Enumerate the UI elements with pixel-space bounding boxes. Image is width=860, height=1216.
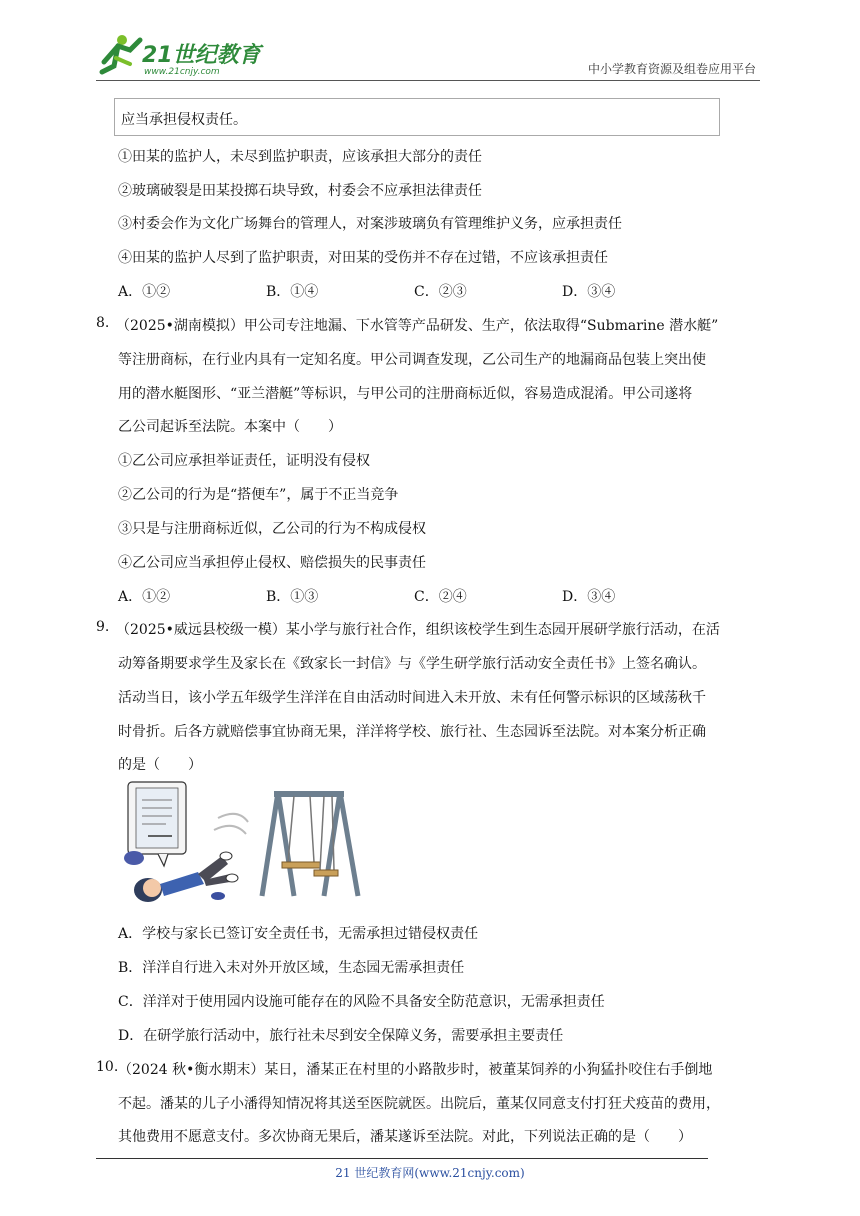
q9-stem-line-4: 时骨折。后各方就赔偿事宜协商无果，洋洋将学校、旅行社、生态园诉至法院。对本案分析正确 bbox=[118, 724, 706, 740]
q8-stem-line-2: 等注册商标，在行业内具有一定知名度。甲公司调查发现，乙公司生产的地漏商品包装上突出使 bbox=[118, 352, 706, 368]
svg-text:21世纪教育: 21世纪教育 bbox=[142, 43, 261, 68]
q9-stem-line-3: 活动当日，该小学五年级学生洋洋在自由活动时间进入未开放、未有任何警示标识的区域荡秋千 bbox=[118, 690, 706, 706]
q8-stem-line-1: （2025•湖南模拟）甲公司专注地漏、下水管等产品研发、生产，依法取得“Submarine 潜水艇” bbox=[116, 318, 719, 334]
q8-option-c[interactable]: C．②④ bbox=[414, 589, 467, 605]
q9-stem-line-1: （2025•威远县校级一模）某小学与旅行社合作，组织该校学生到生态园开展研学旅行活动，在活 bbox=[116, 622, 720, 638]
q8-statement-1: ①乙公司应承担举证责任，证明没有侵权 bbox=[118, 453, 370, 469]
swing-accident-illustration bbox=[118, 778, 370, 906]
box-text: 应当承担侵权责任。 bbox=[121, 112, 247, 128]
answer-box bbox=[114, 98, 720, 136]
page-header bbox=[96, 32, 760, 80]
q8-number: 8. bbox=[96, 315, 110, 331]
q10-stem-line-2: 不起。潘某的儿子小潘得知情况将其送至医院就医。出院后，董某仅同意支付打狂犬疫苗的费用， bbox=[118, 1096, 720, 1112]
svg-text:www.21cnjy.com: www.21cnjy.com bbox=[144, 67, 220, 77]
q8-statement-3: ③只是与注册商标近似，乙公司的行为不构成侵权 bbox=[118, 521, 426, 537]
q9-stem-line-5: 的是（ ） bbox=[118, 757, 202, 773]
q9-stem-line-2: 动筹备期要求学生及家长在《致家长一封信》与《学生研学旅行活动安全责任书》上签名确认。 bbox=[118, 656, 706, 672]
q10-stem-line-3: 其他费用不愿意支付。多次协商无果后，潘某遂诉至法院。对此，下列说法正确的是（ ） bbox=[118, 1129, 692, 1145]
q10-stem-line-1: （2024 秋•衡水期末）某日，潘某正在村里的小路散步时，被董某饲养的小狗猛扑咬住右手倒地 bbox=[118, 1062, 713, 1078]
q10-number: 10. bbox=[96, 1059, 119, 1075]
footer-divider bbox=[96, 1158, 708, 1159]
q8-statement-4: ④乙公司应当承担停止侵权、赔偿损失的民事责任 bbox=[118, 555, 426, 571]
q9-number: 9. bbox=[96, 619, 110, 635]
header-divider bbox=[96, 80, 760, 81]
q9-option-a[interactable]: A．学校与家长已签订安全责任书，无需承担过错侵权责任 bbox=[118, 926, 479, 942]
q8-option-a[interactable]: A．①② bbox=[118, 589, 171, 605]
q7-statement-3: ③村委会作为文化广场舞台的管理人，对案涉玻璃负有管理维护义务，应承担责任 bbox=[118, 216, 622, 232]
q8-stem-line-3: 用的潜水艇图形、“亚兰潜艇”等标识，与甲公司的注册商标近似，容易造成混淆。甲公司遂将 bbox=[118, 386, 693, 402]
q8-stem-line-4: 乙公司起诉至法院。本案中（ ） bbox=[118, 419, 342, 435]
q7-option-a[interactable]: A．①② bbox=[118, 284, 171, 300]
q7-statement-4: ④田某的监护人尽到了监护职责，对田某的受伤并不存在过错，不应该承担责任 bbox=[118, 250, 608, 266]
q7-option-b[interactable]: B．①④ bbox=[266, 284, 319, 300]
q7-statement-1: ①田某的监护人，未尽到监护职责，应该承担大部分的责任 bbox=[118, 149, 482, 165]
q7-option-c[interactable]: C．②③ bbox=[414, 284, 467, 300]
q9-option-c[interactable]: C．洋洋对于使用园内设施可能存在的风险不具备安全防范意识，无需承担责任 bbox=[118, 994, 605, 1010]
q8-option-d[interactable]: D．③④ bbox=[562, 589, 616, 605]
q9-option-d[interactable]: D．在研学旅行活动中，旅行社未尽到安全保障义务，需要承担主要责任 bbox=[118, 1028, 564, 1044]
q8-statement-2: ②乙公司的行为是“搭便车”，属于不正当竞争 bbox=[118, 487, 399, 503]
q9-option-b[interactable]: B．洋洋自行进入未对外开放区域，生态园无需承担责任 bbox=[118, 960, 465, 976]
q8-option-b[interactable]: B．①③ bbox=[266, 589, 319, 605]
footer-link[interactable]: 21 世纪教育网(www.21cnjy.com) bbox=[335, 1166, 525, 1180]
site-logo bbox=[96, 32, 266, 78]
platform-name: 中小学教育资源及组卷应用平台 bbox=[587, 62, 756, 76]
q7-statement-2: ②玻璃破裂是田某投掷石块导致，村委会不应承担法律责任 bbox=[118, 183, 482, 199]
q7-option-d[interactable]: D．③④ bbox=[562, 284, 616, 300]
